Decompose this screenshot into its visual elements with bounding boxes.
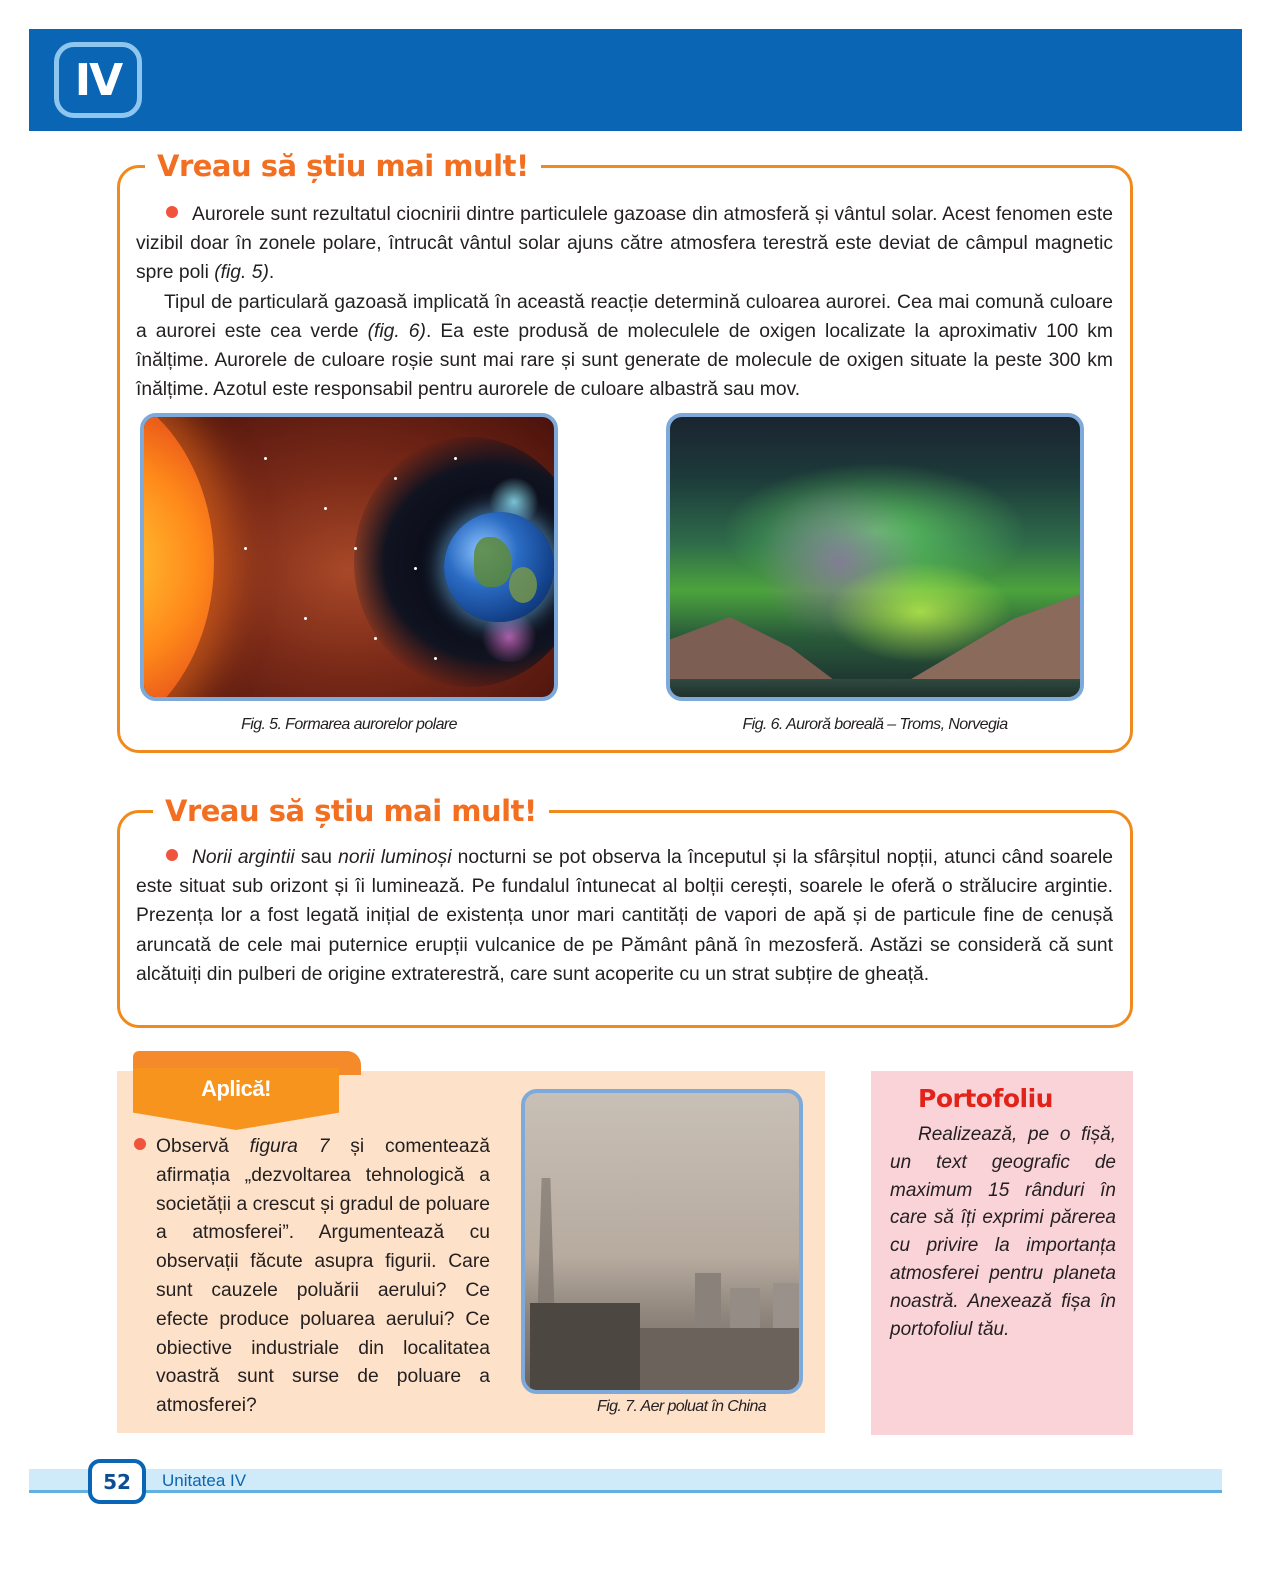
aurore-text [136,200,1113,404]
aplica-label: Aplică! [201,1076,271,1101]
figure-5-caption: Fig. 5. Formarea aurorelor polare [241,716,457,733]
norii-text [136,843,1113,989]
info-box-title-2: Vreau să știu mai mult! [153,793,549,829]
header-bar [29,29,1242,131]
norii-paragraph: Norii argintii sau norii luminoși nocturni se pot observa la începutul și la sfârșitul nopții, atunci când soarele este situat sub orizont și îi luminează. Pe fundalul întunecat al bolții cerești, soarele le oferă o strălucire argintie. Prezența lor a fost legată inițial de existența unor mari cantități de vapori de apă și de particule fine de cenușă aruncată de cele mai puternice erupții vulcanice de pe Pământ până în mezosferă. Astăzi se consideră că sunt alcătuiți din pulberi de origine extraterestră, care sunt acoperite cu un strat subțire de gheață. [136,847,1113,985]
footer-unit-label: Unitatea IV [162,1471,247,1490]
aurore-paragraph-1: Aurorele sunt rezultatul ciocnirii dintre particulele gazoase din atmosferă și vântul solar. Acest fenomen este vizibil doar în zonele polare, întrucât vântul solar ajuns către atmosfera terestră este deviat de câmpul magnetic spre poli (fig. 5). [136,204,1113,284]
page-number: 52 [88,1459,146,1504]
aplica-text [134,1133,490,1421]
aurore-paragraph-2: Tipul de particulară gazoasă implicată în această reacție determină culoarea aurorei. Cea mai comună culoare a aurorei este cea verde (fig. 6). Ea este produsă de moleculele de oxigen localizate la aproximativ 100 km înălțime. Aurorele de culoare roșie sunt mai rare și sunt generate de molecule de oxigen situate la peste 300 km înălțime. Azotul este responsabil pentru aurorele de culoare albastră sau mov. [136,291,1113,401]
unit-badge: IV [54,42,142,118]
bullet-icon [166,849,178,861]
portofoliu-title: Portofoliu [918,1084,1053,1113]
portofoliu-text: Realizează, pe o fișă, un text geografic de maximum 15 rânduri în care să îți exprimi părerea cu privire la importanța atmosferei pentru planeta noastră. Anexează fișa în portofoliul tău. [890,1124,1116,1340]
figure-6-aurora-image [666,413,1084,701]
sun-shape [140,413,214,701]
info-box-title: Vreau să știu mai mult! [145,148,541,184]
aplica-paragraph: Observă figura 7 și comentează afirmația „dezvoltarea tehnologică a societății a crescut și gradul de poluare a atmosferei”. Argumentează cu observații făcute asupra figurii. Care sunt cauzele poluării aerului? Ce efecte produce poluarea aerului? Ce obiective industriale din localitatea voastră sunt surse de poluare a atmosferei? [134,1133,490,1421]
figure-5-sun-earth-image [140,413,558,701]
figure-6-caption: Fig. 6. Auroră boreală – Troms, Norvegia [742,716,1008,733]
bullet-icon [166,206,178,218]
figure-7-polluted-city-image [521,1089,803,1394]
figure-7-caption: Fig. 7. Aer poluat în China [597,1398,767,1415]
bullet-icon [134,1138,146,1150]
